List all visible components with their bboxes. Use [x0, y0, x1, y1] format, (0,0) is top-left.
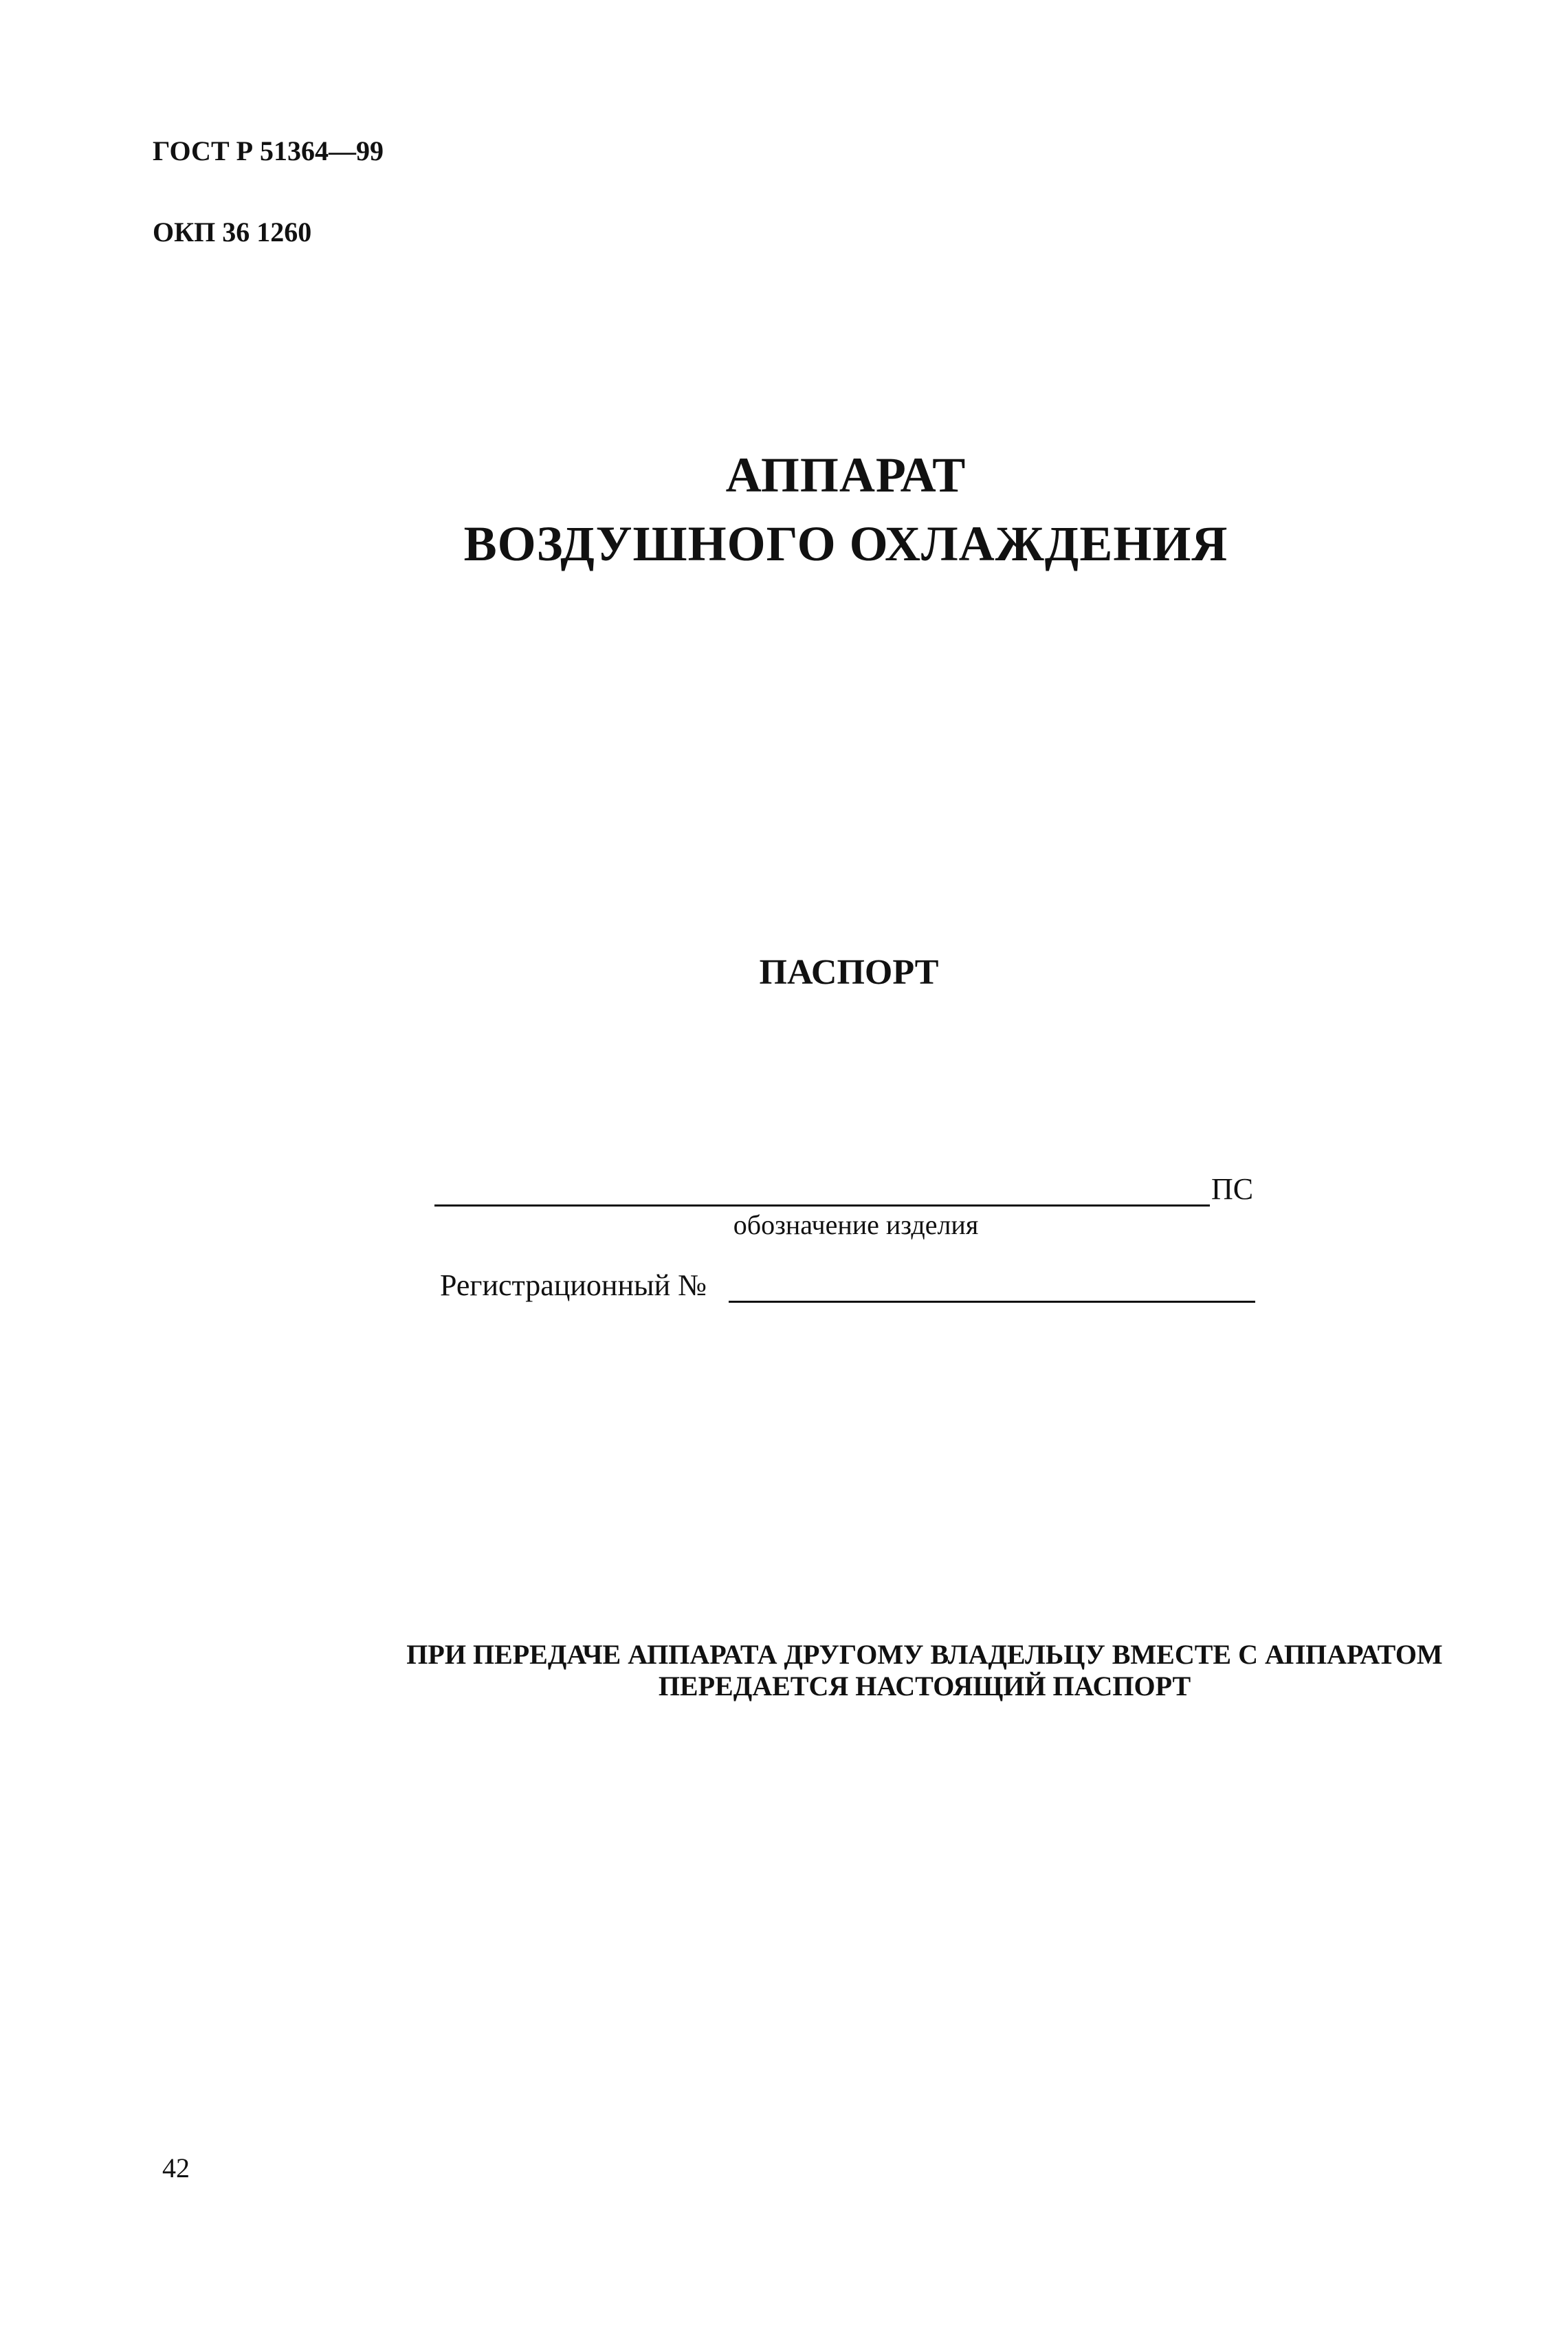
- registration-label: Регистрационный №: [440, 1268, 707, 1302]
- title-line-1: АППАРАТ: [725, 448, 967, 503]
- designation-field-line: [434, 1204, 1210, 1207]
- document-type-title: ПАСПОРТ: [759, 953, 939, 992]
- registration-field-line: [729, 1301, 1255, 1303]
- transfer-notice-line-2: ПЕРЕДАЕТСЯ НАСТОЯЩИЙ ПАСПОРТ: [658, 1671, 1191, 1702]
- page-number: 42: [162, 2153, 190, 2183]
- designation-suffix: ПС: [1211, 1172, 1254, 1206]
- okp-code: ОКП 36 1260: [153, 217, 312, 247]
- title-line-2: ВОЗДУШНОГО ОХЛАЖДЕНИЯ: [463, 516, 1228, 571]
- standard-code: ГОСТ Р 51364—99: [153, 135, 384, 166]
- designation-caption: обозначение изделия: [733, 1209, 979, 1240]
- transfer-notice-line-1: ПРИ ПЕРЕДАЧЕ АППАРАТА ДРУГОМУ ВЛАДЕЛЬЦУ ВМЕСТЕ С АППАРАТОМ: [406, 1639, 1443, 1670]
